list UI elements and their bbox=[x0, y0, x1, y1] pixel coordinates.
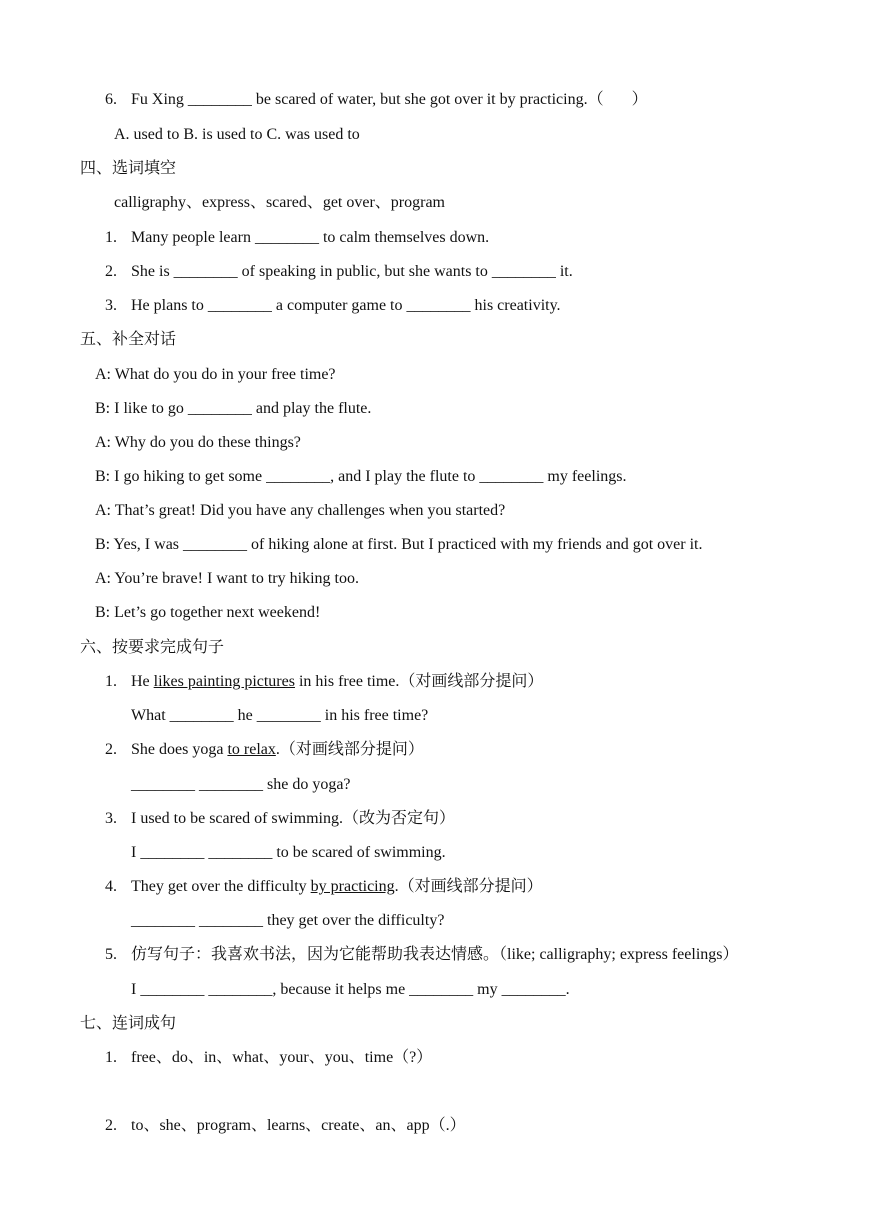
item-text: to、she、program、learns、create、an、app（.） bbox=[131, 1117, 466, 1134]
section-7-item bbox=[105, 1116, 466, 1136]
section-4-heading: 四、选词填空 bbox=[80, 160, 177, 177]
section-6-question bbox=[105, 877, 543, 897]
question-text: 仿写句子：我喜欢书法，因为它能帮助我表达情感。（like; calligraphy; express feelings） bbox=[131, 946, 739, 963]
answer-line: I ________ ________, because it helps me ________ my ________. bbox=[131, 981, 570, 998]
item-text: She is ________ of speaking in public, but she wants to ________ it. bbox=[131, 263, 573, 280]
item-number: 1. bbox=[105, 1049, 117, 1066]
question-post: .（对画线部分提问） bbox=[394, 878, 543, 895]
section-6-question bbox=[105, 740, 424, 760]
question-text: I used to be scared of swimming.（改为否定句） bbox=[131, 810, 455, 827]
section-4-item bbox=[105, 296, 561, 316]
answer-line: ________ ________ they get over the difficulty? bbox=[131, 912, 445, 929]
underlined-phrase: likes painting pictures bbox=[153, 673, 295, 690]
section-6-question bbox=[105, 945, 739, 965]
section-6-heading: 六、按要求完成句子 bbox=[80, 639, 225, 656]
item-number: 4. bbox=[105, 878, 117, 895]
dialogue-line: A: That’s great! Did you have any challenges when you started? bbox=[95, 502, 506, 519]
answer-line: I ________ ________ to be scared of swimming. bbox=[131, 844, 446, 861]
item-number: 3. bbox=[105, 810, 117, 827]
item-number: 3. bbox=[105, 297, 117, 314]
dialogue-line: A: What do you do in your free time? bbox=[95, 366, 336, 383]
question-post: .（对画线部分提问） bbox=[275, 741, 424, 758]
item-number: 1. bbox=[105, 229, 117, 246]
underlined-phrase: by practicing bbox=[310, 878, 395, 895]
section-5-heading: 五、补全对话 bbox=[80, 331, 177, 348]
section-7-heading: 七、连词成句 bbox=[80, 1015, 177, 1032]
dialogue-line: A: You’re brave! I want to try hiking too. bbox=[95, 570, 359, 587]
question-pre: She does yoga bbox=[131, 741, 228, 758]
item-number: 5. bbox=[105, 946, 117, 963]
section-4-item bbox=[105, 262, 573, 282]
answer-line: What ________ he ________ in his free time? bbox=[131, 707, 429, 724]
dialogue-line: A: Why do you do these things? bbox=[95, 434, 301, 451]
item-number: 2. bbox=[105, 1117, 117, 1134]
dialogue-line: B: I go hiking to get some ________, and I play the flute to ________ my feelings. bbox=[95, 468, 627, 485]
question-6-options: A. used to B. is used to C. was used to bbox=[114, 126, 360, 143]
item-text: Many people learn ________ to calm themselves down. bbox=[131, 229, 490, 246]
question-post: in his free time.（对画线部分提问） bbox=[294, 673, 544, 690]
question-6 bbox=[105, 90, 648, 110]
item-text: free、do、in、what、your、you、time（?） bbox=[131, 1049, 433, 1066]
question-pre: They get over the difficulty bbox=[131, 878, 311, 895]
section-7-item bbox=[105, 1048, 432, 1068]
question-pre: He bbox=[131, 673, 154, 690]
item-number: 1. bbox=[105, 673, 117, 690]
item-number: 2. bbox=[105, 741, 117, 758]
item-text: He plans to ________ a computer game to ________ his creativity. bbox=[131, 297, 561, 314]
dialogue-line: B: I like to go ________ and play the flute. bbox=[95, 400, 372, 417]
question-number: 6. bbox=[105, 91, 117, 108]
dialogue-line: B: Let’s go together next weekend! bbox=[95, 604, 321, 621]
section-6-question bbox=[105, 672, 543, 692]
section-6-question bbox=[105, 809, 455, 829]
question-stem: Fu Xing ________ be scared of water, but she got over it by practicing.（ ） bbox=[131, 91, 648, 108]
word-bank: calligraphy、express、scared、get over、program bbox=[114, 194, 445, 211]
section-4-item bbox=[105, 228, 489, 248]
answer-line: ________ ________ she do yoga? bbox=[131, 776, 351, 793]
item-number: 2. bbox=[105, 263, 117, 280]
dialogue-line: B: Yes, I was ________ of hiking alone at first. But I practiced with my friends and got over it. bbox=[95, 536, 703, 553]
underlined-phrase: to relax bbox=[227, 741, 276, 758]
